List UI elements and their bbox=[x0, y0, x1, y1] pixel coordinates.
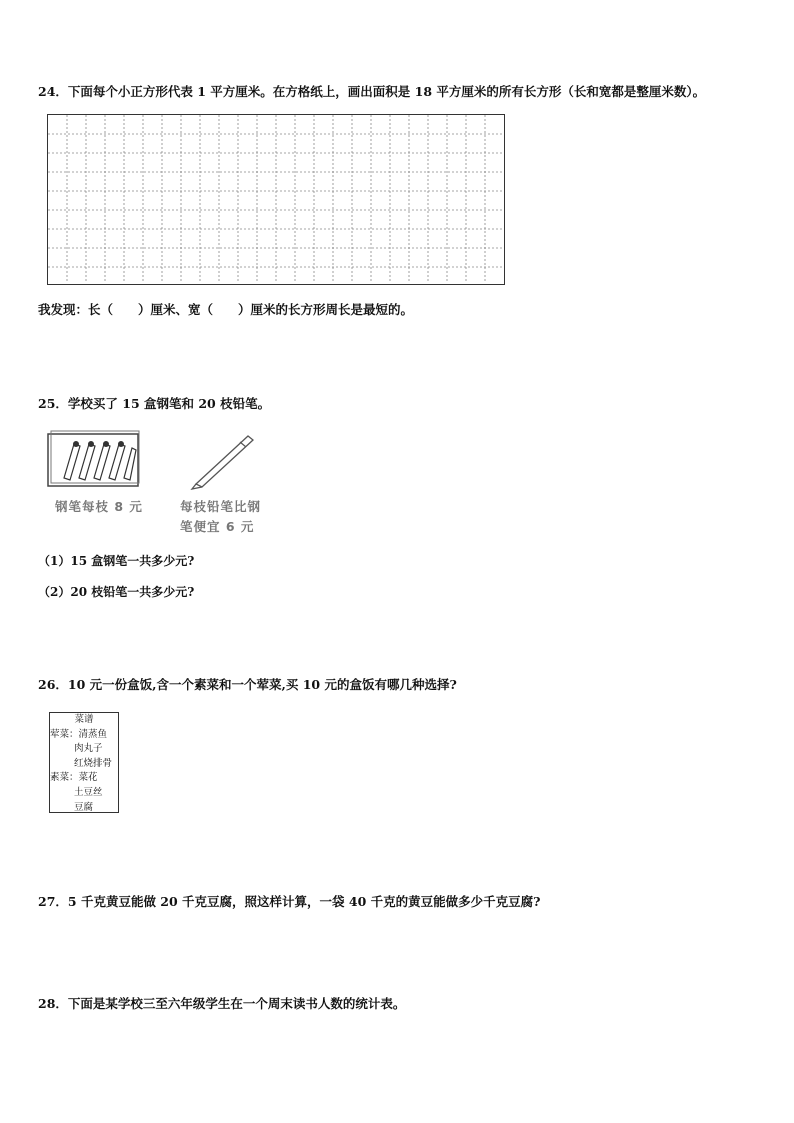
menu-box bbox=[49, 712, 119, 813]
question-25-sub2: （2）20 枝铅笔一共多少元? bbox=[38, 585, 195, 599]
question-24-finding: 我发现：长（ ）厘米、宽（ ）厘米的长方形周长是最短的。 bbox=[38, 302, 414, 317]
pen-box-illustration bbox=[46, 430, 142, 490]
pencil-price-caption-line1: 每枝铅笔比钢 bbox=[180, 499, 262, 514]
question-26-text: 26．10 元一份盒饭,含一个素菜和一个荤菜,买 10 元的盒饭有哪几种选择? bbox=[38, 677, 457, 692]
question-28-text: 28．下面是某学校三至六年级学生在一个周末读书人数的统计表。 bbox=[38, 996, 406, 1011]
question-27-text: 27．5 千克黄豆能做 20 千克豆腐，照这样计算，一袋 40 千克的黄豆能做多少千克豆腐? bbox=[38, 894, 541, 909]
grid-paper[interactable] bbox=[47, 114, 505, 285]
pencil-illustration bbox=[190, 430, 260, 490]
grid-lines bbox=[48, 115, 503, 283]
pen-price-caption: 钢笔每枝 8 元 bbox=[55, 499, 143, 514]
menu-veg-item-2: 土豆丝 bbox=[74, 786, 103, 798]
menu-meat-item-3: 红烧排骨 bbox=[74, 757, 113, 769]
question-25-text: 25．学校买了 15 盒钢笔和 20 枝铅笔。 bbox=[38, 396, 271, 411]
menu-veg-item-3: 豆腐 bbox=[74, 801, 94, 813]
pencil-price-caption-line2: 笔便宜 6 元 bbox=[180, 519, 255, 534]
menu-meat-label: 荤菜：清蒸鱼 bbox=[50, 728, 108, 740]
menu-title: 菜谱 bbox=[74, 714, 94, 725]
question-25-sub1: （1）15 盒钢笔一共多少元? bbox=[38, 554, 195, 568]
menu-veg-label: 素菜：菜花 bbox=[50, 772, 98, 784]
menu-meat-item-2: 肉丸子 bbox=[74, 743, 103, 755]
question-24-text: 24．下面每个小正方形代表 1 平方厘米。在方格纸上，画出面积是 18 平方厘米的所有长方形（长和宽都是整厘米数）。 bbox=[38, 84, 706, 99]
